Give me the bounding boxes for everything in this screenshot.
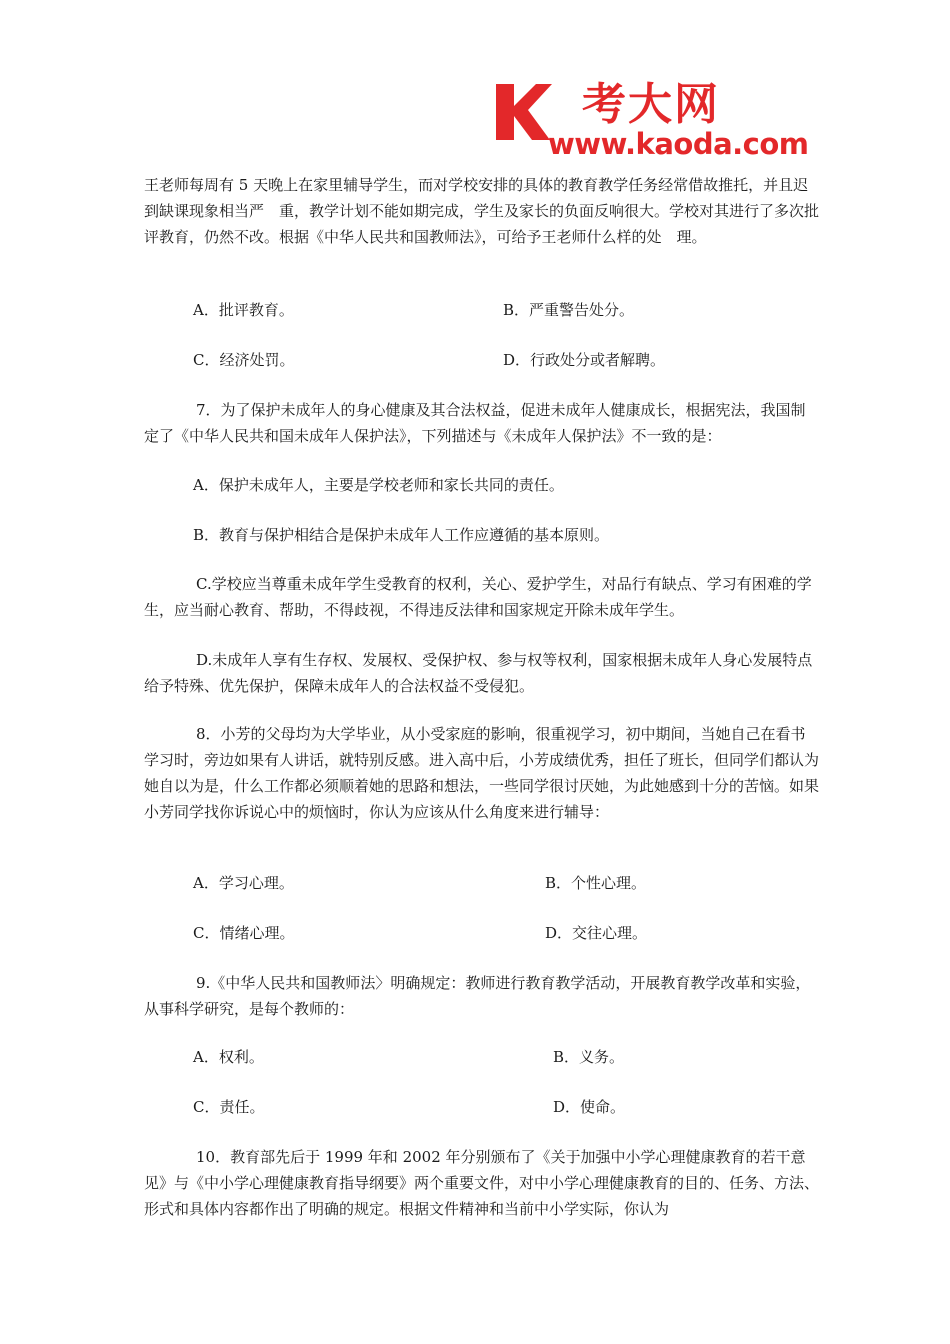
q6-stem: 王老师每周有 5 天晚上在家里辅导学生，而对学校安排的具体的教育教学任务经常借故推托，并且迟到缺课现象相当严 重，教学计划不能如期完成，学生及家长的负面反响很大。学校对其进行了多次批评教育，仍然不改。根据《中华人民共和国教师法》，可给予王老师什么样的处 理。 [144, 176, 820, 246]
q8-option-c: C．情绪心理。 [193, 924, 295, 942]
q8-option-b: B．个性心理。 [545, 874, 647, 892]
q8-stem: 8．小芳的父母均为大学毕业，从小受家庭的影响，很重视学习，初中期间，当她自己在看书学习时，旁边如果有人讲话，就特别反感。进入高中后，小芳成绩优秀，担任了班长，但同学们都认为她自以为是，什么工作都必须顺着她的思路和想法，一些同学很讨厌她，为此她感到十分的苦恼。如果小芳同学找你诉说心中的烦恼时，你认为应该从什么角度来进行辅导： [144, 725, 820, 821]
q6-option-b: B．严重警告处分。 [503, 301, 635, 319]
q8-option-a: A．学习心理。 [193, 874, 294, 892]
logo-title: 考大网 [582, 79, 720, 130]
logo-k-icon [492, 80, 554, 144]
q7-option-c: C.学校应当尊重未成年学生受教育的权利，关心、爱护学生，对品行有缺点、学习有困难的学生，应当耐心教育、帮助，不得歧视，不得违反法律和国家规定开除未成年学生。 [144, 575, 812, 619]
q10-stem: 10．教育部先后于 1999 年和 2002 年分别颁布了《关于加强中小学心理健康教育的若干意见》与《中小学心理健康教育指导纲要》两个重要文件，对中小学心理健康教育的目的、任务、方法、形式和具体内容都作出了明确的规定。根据文件精神和当前中小学实际，你认为 [144, 1148, 820, 1218]
q7-option-d: D.未成年人享有生存权、发展权、受保护权、参与权等权利，国家根据未成年人身心发展特点给予特殊、优先保护，保障未成年人的合法权益不受侵犯。 [144, 651, 813, 695]
q8-option-d: D．交往心理。 [545, 924, 648, 942]
logo-url: www.kaoda.com [548, 127, 809, 161]
q9-option-a: A．权利。 [193, 1048, 264, 1066]
q6-option-d: D．行政处分或者解聘。 [503, 351, 666, 369]
q7-stem: 7．为了保护未成年人的身心健康及其合法权益，促进未成年人健康成长，根据宪法，我国制定了《中华人民共和国未成年人保护法》，下列描述与《未成年人保护法》不一致的是： [144, 401, 806, 445]
q6-option-c: C．经济处罚。 [193, 351, 295, 369]
q9-option-c: C．责任。 [193, 1098, 265, 1116]
q6-option-a: A．批评教育。 [193, 301, 294, 319]
kaoda-logo [492, 78, 812, 161]
q9-option-b: B．义务。 [553, 1048, 625, 1066]
q7-option-a: A．保护未成年人，主要是学校老师和家长共同的责任。 [193, 476, 564, 494]
q9-option-d: D．使命。 [553, 1098, 626, 1116]
q7-option-b: B．教育与保护相结合是保护未成年人工作应遵循的基本原则。 [193, 526, 610, 544]
q9-stem: 9.《中华人民共和国教师法〉明确规定：教师进行教育教学活动，开展教育教学改革和实验，从事科学研究，是每个教师的： [144, 974, 811, 1018]
